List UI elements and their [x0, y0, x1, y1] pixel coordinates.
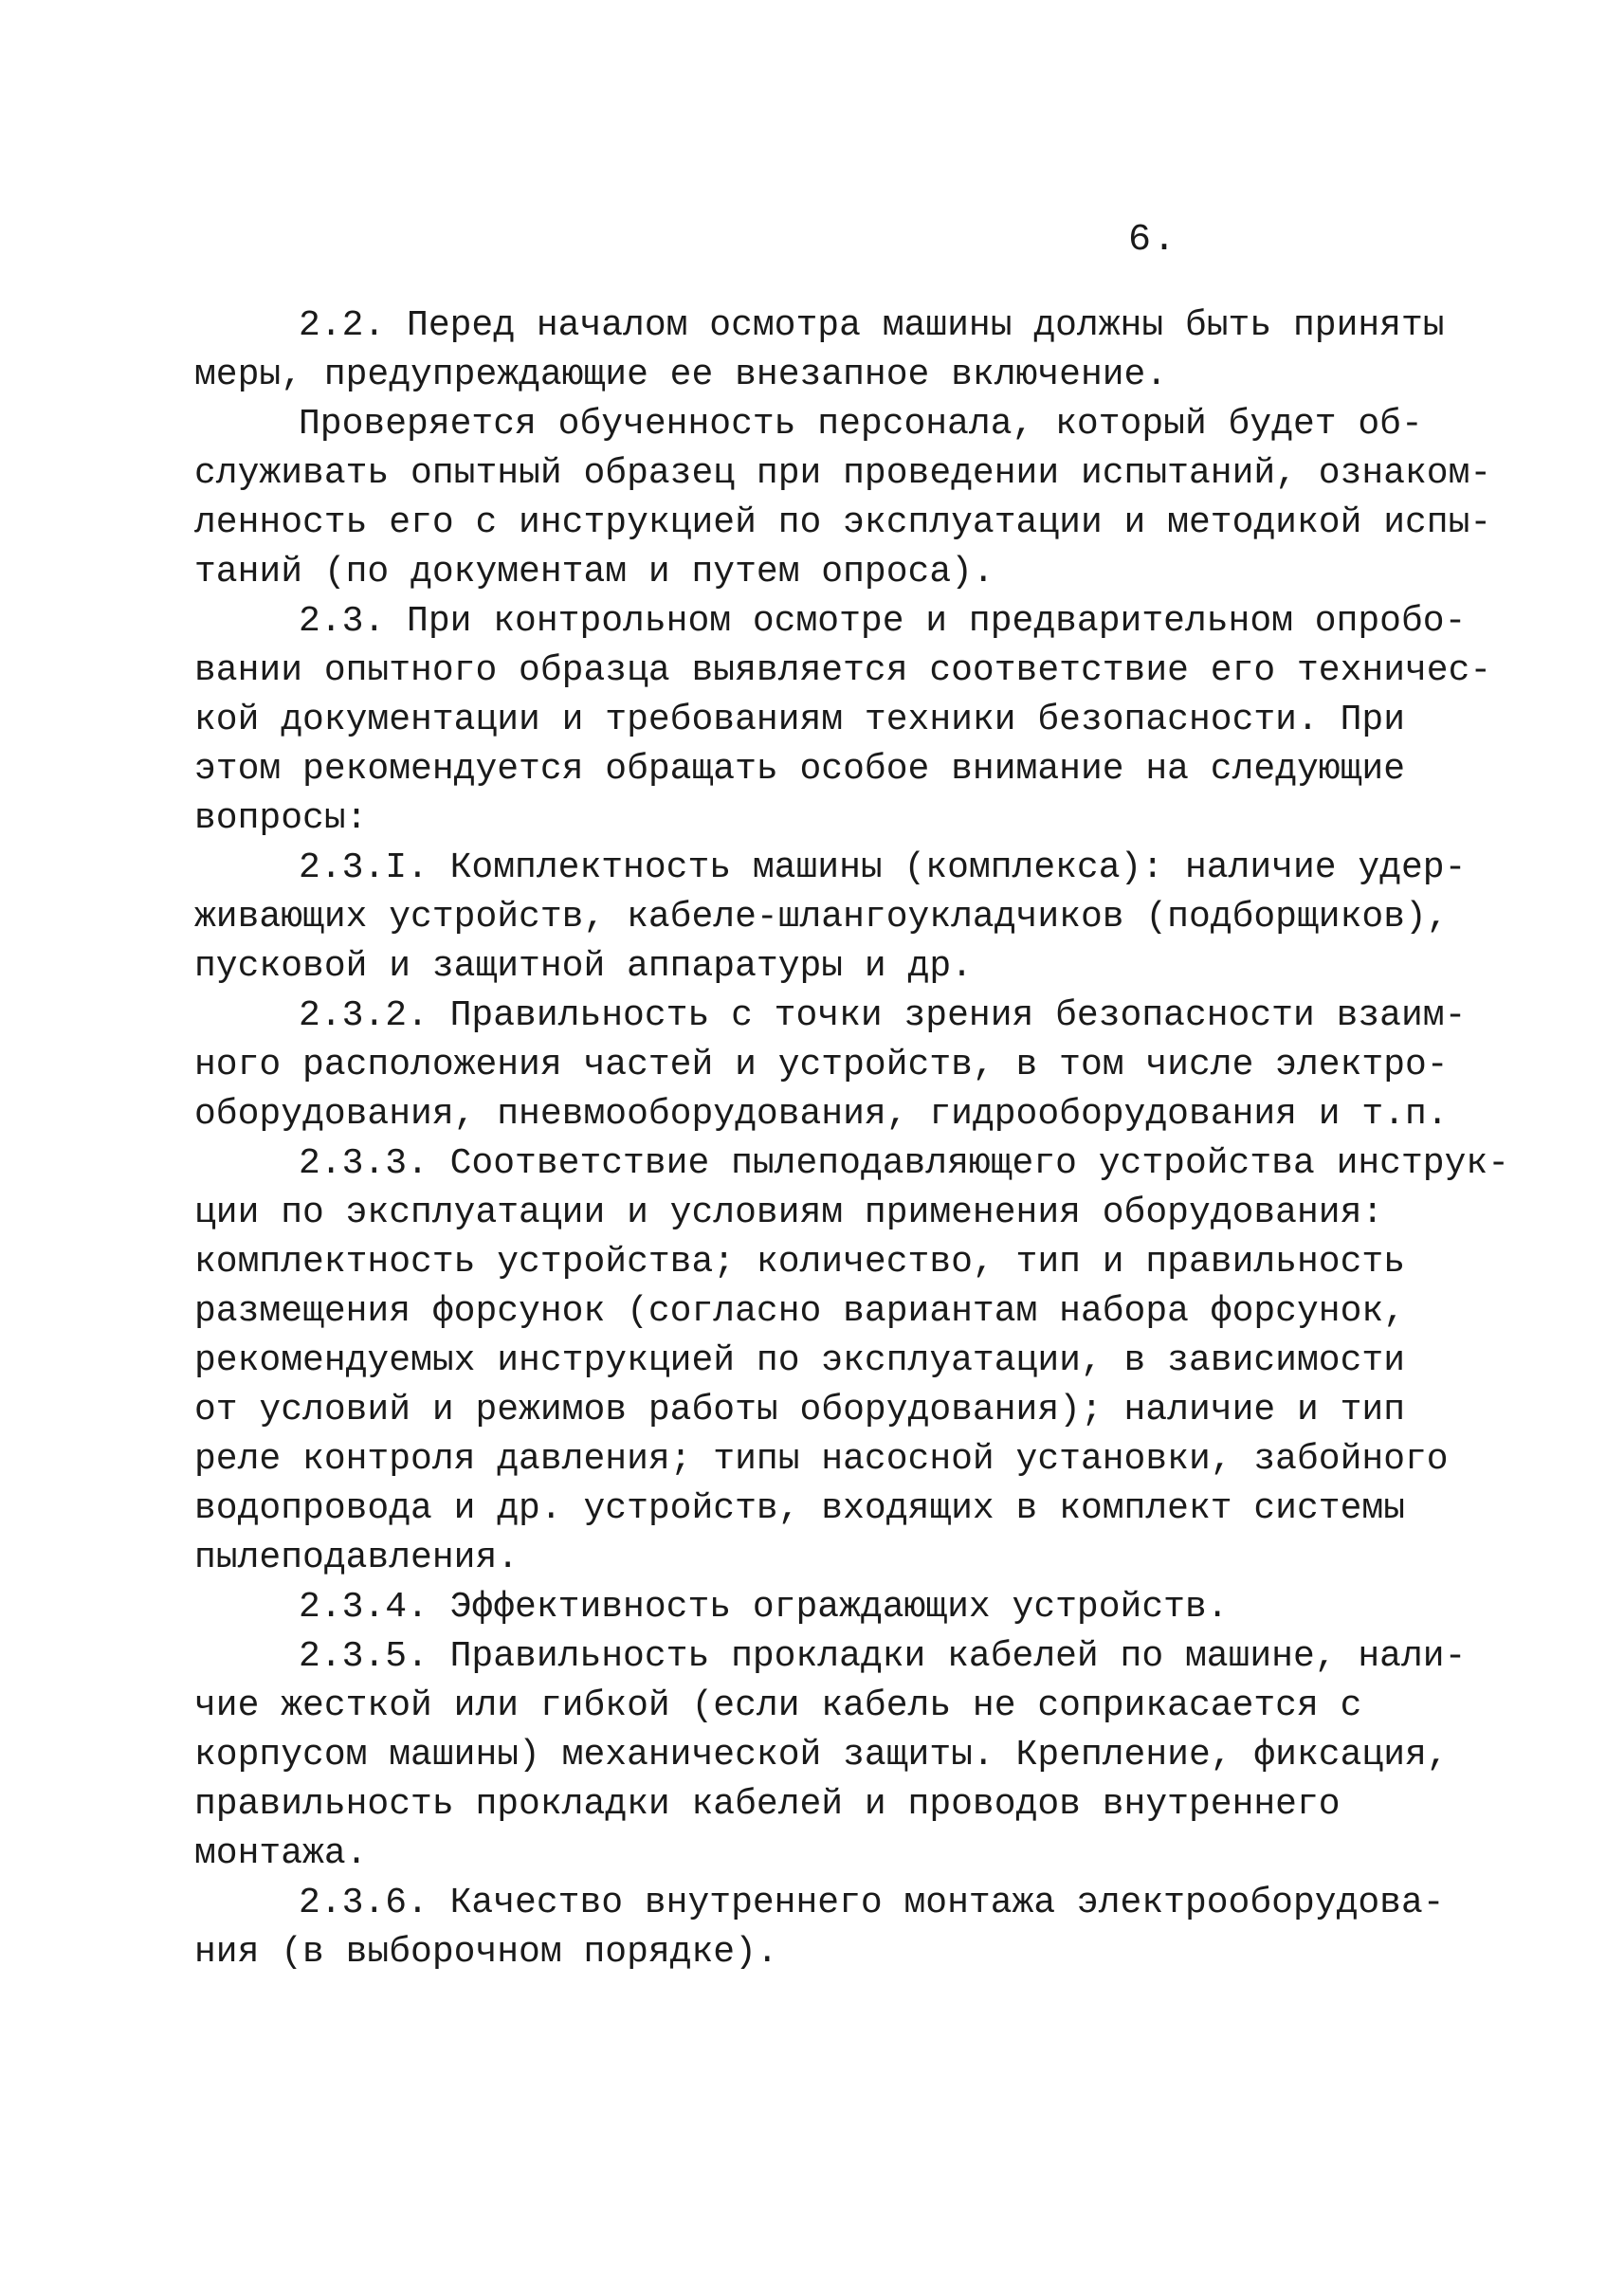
text-line: комплектность устройства; количество, тип и правильность [194, 1242, 1406, 1283]
text-line: 2.3.I. Комплектность машины (комплекса): наличие удер- [299, 847, 1467, 888]
text-line: монтажа. [194, 1833, 368, 1874]
text-line: 2.3.5. Правильность прокладки кабелей по машине, нали- [299, 1636, 1467, 1677]
text-line: ния (в выборочном порядке). [194, 1932, 778, 1973]
text-line: 2.3.4. Эффективность ограждающих устройств. [299, 1587, 1229, 1628]
text-line: кой документации и требованиям техники безопасности. При [194, 700, 1406, 740]
text-line: пылеподавления. [194, 1538, 520, 1578]
text-line: от условий и режимов работы оборудования); наличие и тип [194, 1390, 1406, 1430]
text-line: реле контроля давления; типы насосной установки, забойного [194, 1439, 1449, 1480]
text-line: меры, предупреждающие ее внезапное включение. [194, 355, 1168, 395]
text-line: служивать опытный образец при проведении испытаний, ознаком- [194, 453, 1492, 494]
text-line: живающих устройств, кабеле-шлангоукладчиков (подборщиков), [194, 897, 1449, 938]
text-line: таний (по документам и путем опроса). [194, 552, 994, 592]
text-line: водопровода и др. устройств, входящих в комплект системы [194, 1488, 1406, 1529]
text-line: размещения форсунок (согласно вариантам набора форсунок, [194, 1291, 1406, 1332]
text-line: ленность его с инструкцией по эксплуатации и методикой испы- [194, 502, 1492, 543]
text-line: 2.3.6. Качество внутреннего монтажа электрооборудова- [299, 1883, 1445, 1923]
text-line: 2.3.3. Соответствие пылеподавляющего устройства инструк- [299, 1143, 1510, 1184]
text-line: 2.3. При контрольном осмотре и предварительном опробо- [299, 601, 1467, 642]
text-line: оборудования, пневмооборудования, гидрооборудования и т.п. [194, 1094, 1449, 1135]
page-number: 6. [1128, 219, 1178, 262]
text-line: ции по эксплуатации и условиям применения оборудования: [194, 1193, 1384, 1233]
body-text [194, 301, 1510, 1977]
text-line: правильность прокладки кабелей и проводов внутреннего [194, 1784, 1341, 1825]
text-line: чие жесткой или гибкой (если кабель не соприкасается с [194, 1685, 1362, 1726]
text-line: рекомендуемых инструкцией по эксплуатации, в зависимости [194, 1340, 1406, 1381]
text-line: этом рекомендуется обращать особое внимание на следующие [194, 749, 1406, 790]
text-line: 2.2. Перед началом осмотра машины должны быть приняты [299, 305, 1445, 346]
text-line: ного расположения частей и устройств, в том числе электро- [194, 1045, 1449, 1085]
text-line: Проверяется обученность персонала, который будет об- [299, 404, 1423, 445]
text-line: вании опытного образца выявляется соответствие его техничес- [194, 650, 1492, 691]
text-line: корпусом машины) механической защиты. Крепление, фиксация, [194, 1735, 1449, 1775]
text-line: вопросы: [194, 798, 368, 839]
text-line: пусковой и защитной аппаратуры и др. [194, 946, 973, 987]
text-line: 2.3.2. Правильность с точки зрения безопасности взаим- [299, 995, 1467, 1036]
